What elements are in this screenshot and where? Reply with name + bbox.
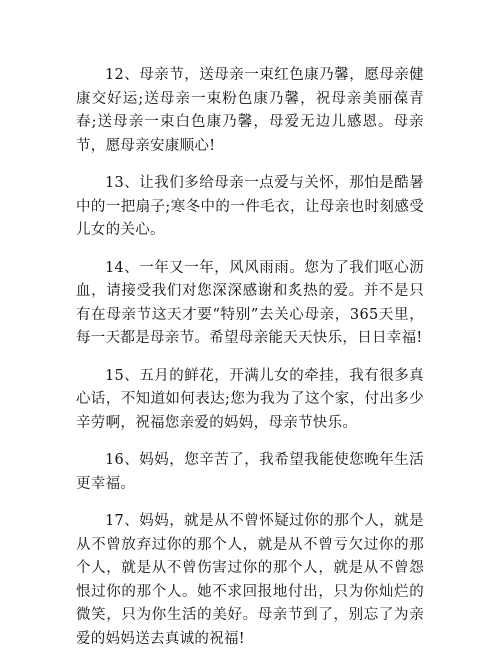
document-body: [76, 64, 424, 665]
paragraph-16: 16、妈妈，您辛苦了，我希望我能使您晚年生活更幸福。: [76, 452, 424, 492]
paragraph-14: 14、一年又一年，风风雨雨。您为了我们呕心沥血，请接受我们对您深深感谢和炙热的爱。并不是只有在母亲节这天才要“特别”去关心母亲，365天里，每一天都是母亲节。希望母亲能天天快乐，日日幸福!: [76, 259, 424, 346]
paragraph-13: 13、让我们多给母亲一点爱与关怀，那怕是酷暑中的一把扇子;寒冬中的一件毛衣，让母亲也时刻感受儿女的关心。: [76, 175, 424, 238]
paragraph-12: 12、母亲节，送母亲一束红色康乃馨，愿母亲健康交好运;送母亲一束粉色康乃馨，祝母亲美丽葆青春;送母亲一束白色康乃馨，母爱无边儿感恩。母亲节，愿母亲安康顺心!: [76, 67, 424, 154]
paragraph-17: 17、妈妈，就是从不曾怀疑过你的那个人，就是从不曾放弃过你的那个人，就是从不曾亏欠过你的那个人，就是从不曾伤害过你的那个人，就是从不曾怨恨过你的那个人。她不求回报地付出，只为你灿烂的微笑，只为你生活的美好。母亲节到了，别忘了为亲爱的妈妈送去真诚的祝福!: [76, 513, 424, 647]
paragraph-15: 15、五月的鲜花，开满儿女的牵挂，我有很多真心话，不知道如何表达;您为我为了这个家，付出多少辛劳啊，祝福您亲爱的妈妈，母亲节快乐。: [76, 367, 424, 431]
